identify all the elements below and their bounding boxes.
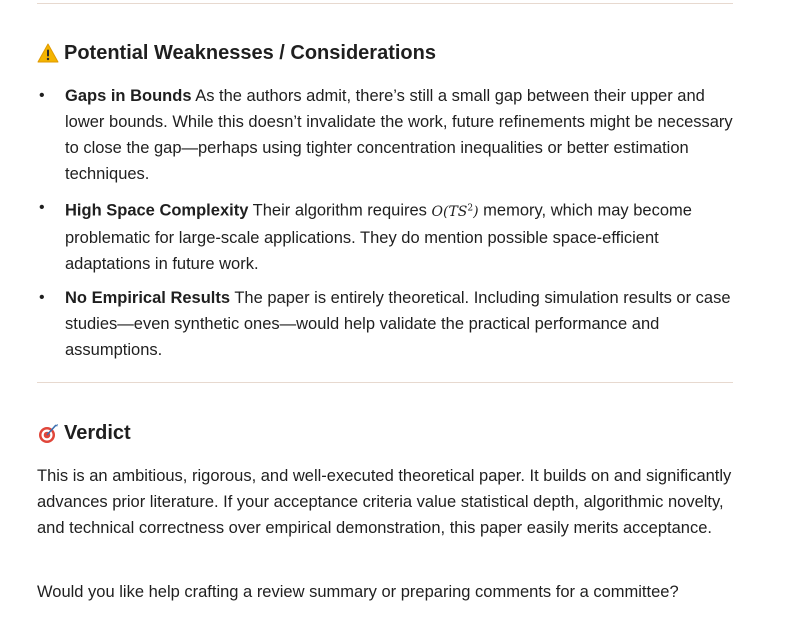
target-icon (37, 422, 59, 444)
item-heading: No Empirical Results (65, 288, 231, 307)
verdict-heading (37, 421, 131, 445)
list-item (37, 83, 733, 187)
list-item (37, 285, 733, 363)
weaknesses-heading (37, 41, 436, 65)
bullet-icon: • (39, 87, 45, 104)
item-text: The paper is entirely theoretical. Including simulation results or case studies—even synthetic ones—would help validate the practical performance and assumptions. (65, 288, 731, 359)
followup-question: Would you like help crafting a review summary or preparing comments for a committee? (37, 583, 679, 601)
divider-middle (37, 382, 733, 383)
warning-icon (37, 42, 59, 64)
math-body: O(TS (431, 203, 468, 220)
item-text-before: Their algorithm requires (248, 201, 432, 220)
item-heading: Gaps in Bounds (65, 87, 192, 105)
list-item (37, 195, 733, 277)
bullet-icon: • (39, 288, 45, 306)
weaknesses-title: Potential Weaknesses / Considerations (64, 42, 436, 64)
math-expression (432, 204, 479, 220)
weaknesses-list (37, 83, 733, 371)
item-text-after: memory, which may become problematic for large-scale applications. They do mention possible space-efficient adaptations in future work. (65, 201, 692, 273)
verdict-body: This is an ambitious, rigorous, and well-executed theoretical paper. It builds on and significantly advances prior literature. If your acceptance criteria value statistical depth, algorithmic novelty, and technical correctness over empirical demonstration, this paper easily merits acceptance. (37, 467, 732, 537)
item-heading: High Space Complexity (65, 201, 249, 220)
verdict-title: Verdict (64, 422, 131, 444)
divider-top (37, 3, 733, 4)
math-close: ) (473, 203, 479, 220)
bullet-icon: • (39, 199, 45, 216)
math-sup: 2 (467, 203, 474, 213)
item-text: As the authors admit, there’s still a small gap between their upper and lower bounds. While this doesn’t invalidate the work, future refinements might be necessary to close the gap—perhaps using tighter concentration inequalities or better estimation techniques. (65, 87, 733, 183)
